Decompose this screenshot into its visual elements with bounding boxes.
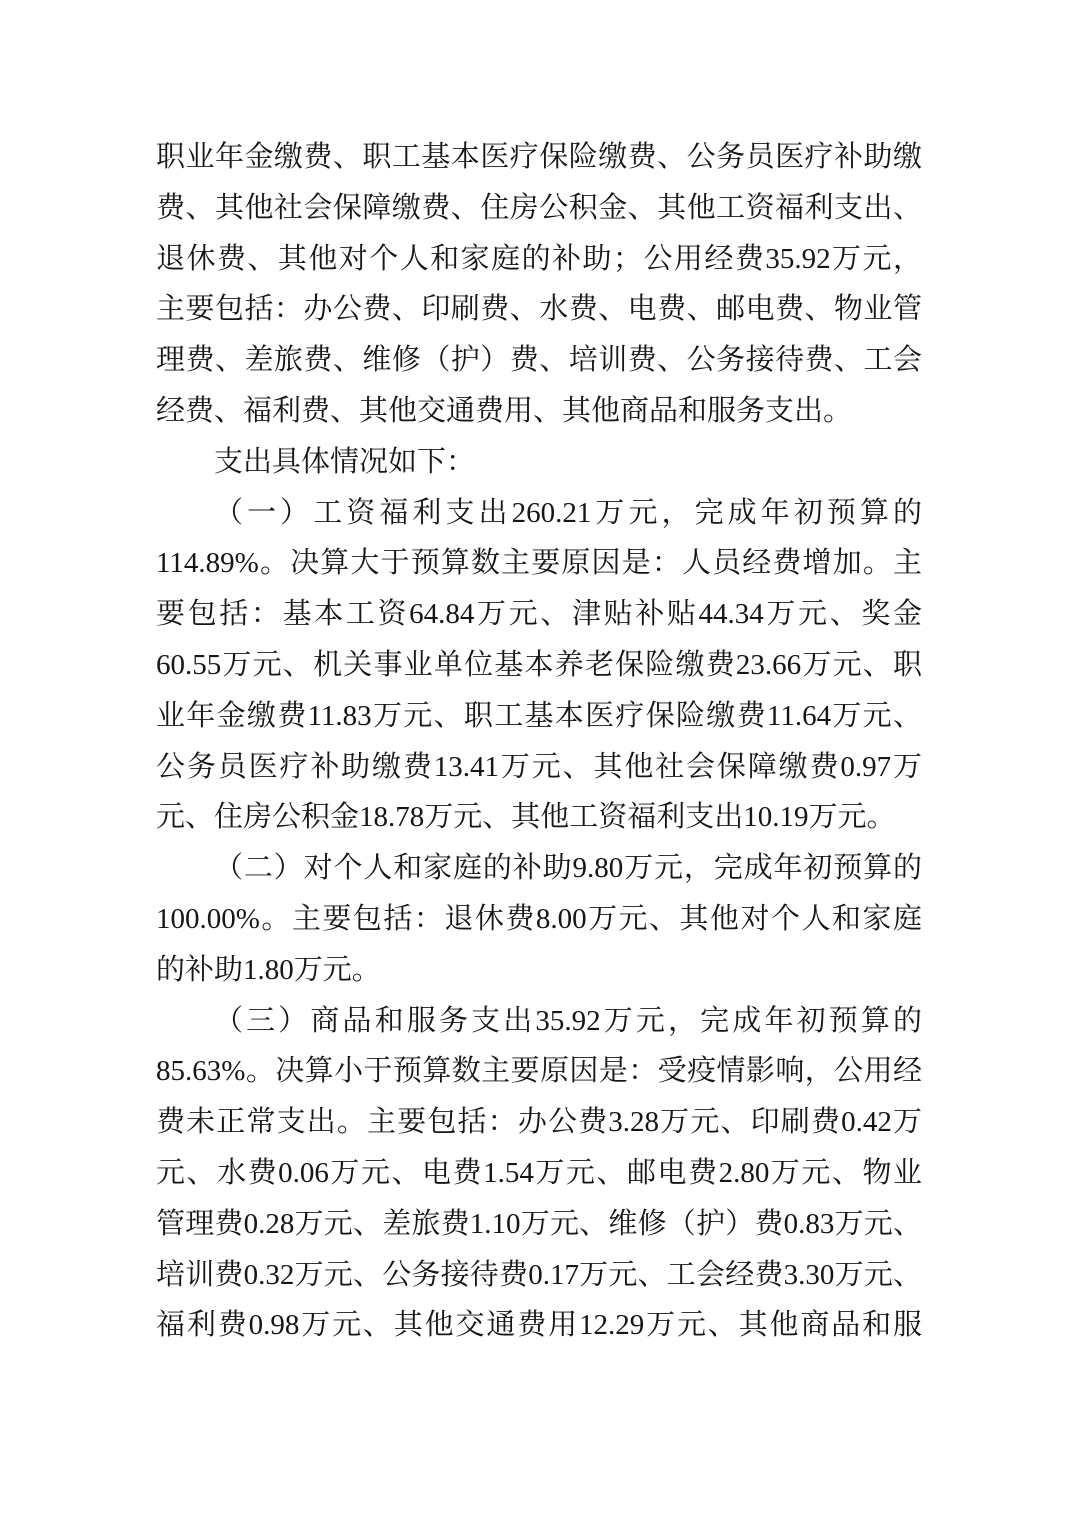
text-line-6: 经费、福利费、其他交通费用、其他商品和服务支出。 [156, 394, 853, 427]
text-line-24: 福利费0.98万元、其他交通费用12.29万元、其他商品和服 [156, 1309, 922, 1342]
text-line-7: 支出具体情况如下： [214, 445, 476, 478]
text-line-1: 职业年金缴费、职工基本医疗保险缴费、公务员医疗补助缴 [156, 141, 922, 173]
text-line-5: 理费、差旅费、维修（护）费、培训费、公务接待费、工会 [156, 344, 922, 377]
text-line-12: 业年金缴费11.83万元、职工基本医疗保险缴费11.64万元、 [156, 699, 922, 732]
text-line-19: 85.63%。决算小于预算数主要原因是：受疫情影响，公用经 [156, 1055, 922, 1088]
text-line-11: 60.55万元、机关事业单位基本养老保险缴费23.66万元、职 [156, 648, 922, 681]
text-line-4: 主要包括：办公费、印刷费、水费、电费、邮电费、物业管 [156, 293, 922, 326]
text-line-16: 100.00%。主要包括：退休费8.00万元、其他对个人和家庭 [156, 902, 922, 935]
text-line-2: 费、其他社会保障缴费、住房公积金、其他工资福利支出、 [156, 191, 922, 224]
text-line-10: 要包括：基本工资64.84万元、津贴补贴44.34万元、奖金 [156, 598, 922, 631]
text-line-8: （一）工资福利支出260.21万元，完成年初预算的 [214, 496, 922, 529]
text-line-15: （二）对个人和家庭的补助9.80万元，完成年初预算的 [214, 852, 922, 885]
text-line-23: 培训费0.32万元、公务接待费0.17万元、工会经费3.30万元、 [156, 1258, 922, 1291]
text-line-9: 114.89%。决算大于预算数主要原因是：人员经费增加。主 [156, 547, 922, 580]
text-line-17: 的补助1.80万元。 [156, 953, 381, 986]
text-column [156, 132, 922, 1351]
text-line-22: 管理费0.28万元、差旅费1.10万元、维修（护）费0.83万元、 [156, 1207, 922, 1240]
text-line-3: 退休费、其他对个人和家庭的补助；公用经费35.92万元， [156, 242, 922, 275]
text-line-13: 公务员医疗补助缴费13.41万元、其他社会保障缴费0.97万 [156, 750, 922, 783]
text-line-20: 费未正常支出。主要包括：办公费3.28万元、印刷费0.42万 [156, 1106, 922, 1139]
text-line-18: （三）商品和服务支出35.92万元，完成年初预算的 [214, 1004, 922, 1037]
text-line-21: 元、水费0.06万元、电费1.54万元、邮电费2.80万元、物业 [156, 1156, 922, 1189]
text-line-14: 元、住房公积金18.78万元、其他工资福利支出10.19万元。 [156, 801, 896, 834]
